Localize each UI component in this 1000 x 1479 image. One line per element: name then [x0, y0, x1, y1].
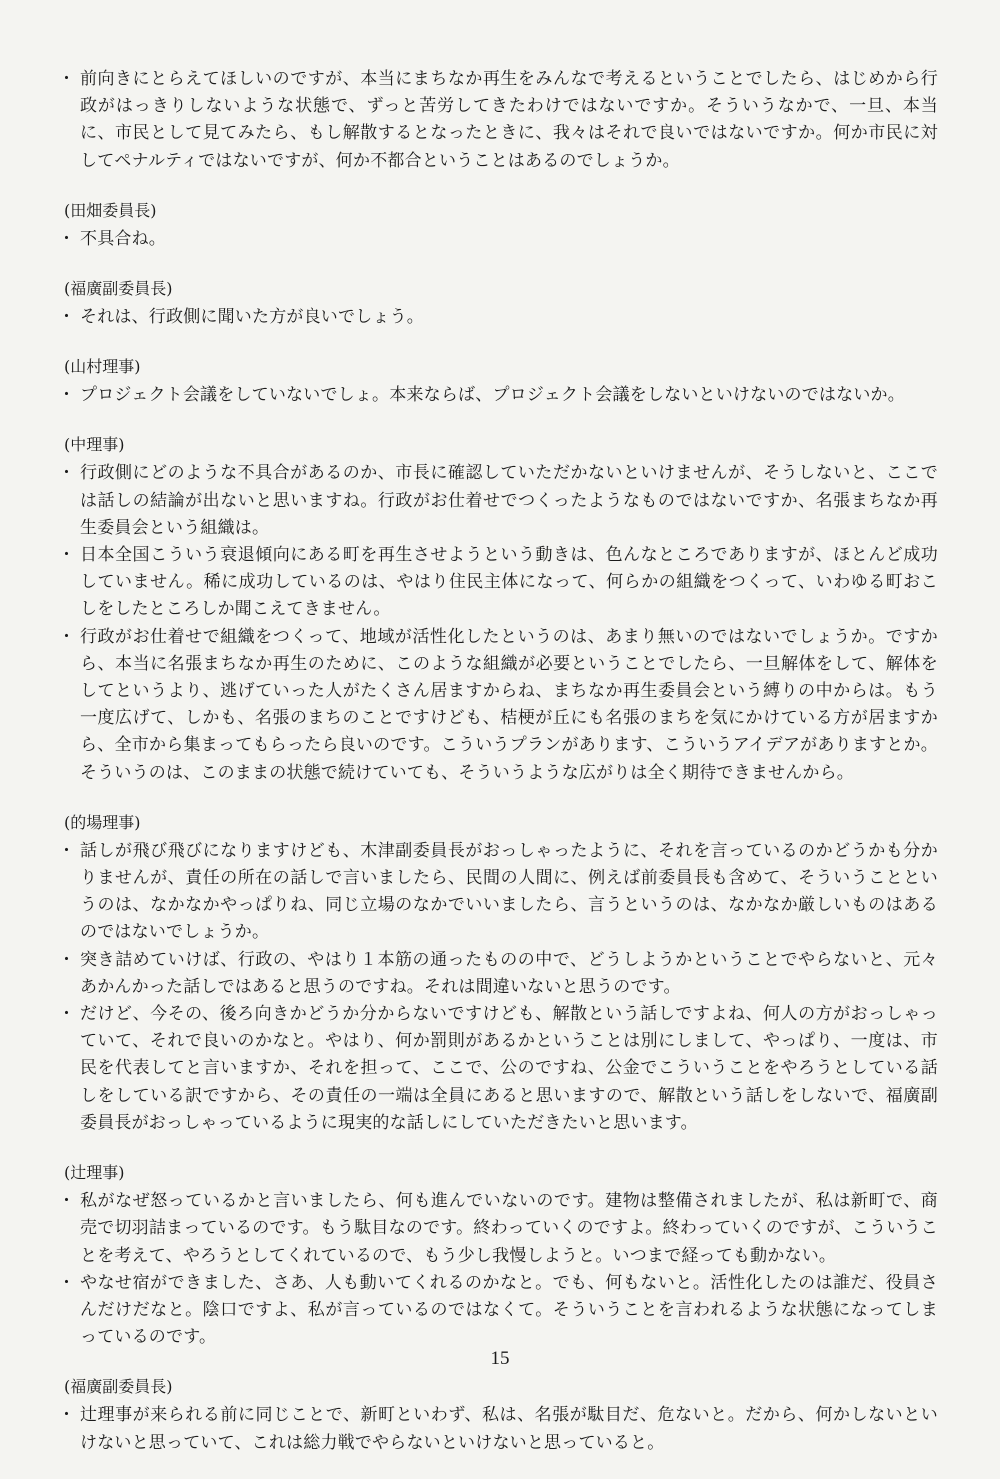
- statement-item: ・ プロジェクト会議をしていないでしょ。本来ならば、プロジェクト会議をしないといけないのではないか。: [58, 382, 938, 409]
- minutes-section: [58, 275, 938, 331]
- minutes-section: [58, 431, 938, 786]
- speaker-label: (辻理事): [64, 1163, 125, 1183]
- statement-item: ・ 話しが飛び飛びになりますけども、木津副委員長がおっしゃったように、それを言っているのかどうかも分かりませんが、責任の所在の話しで言いましたら、民間の人間に、例えば前委員長も含めて、そういうことというのは、なかなかやっぱりね、同じ立場のなかでいいましたら、言うというのは、なかなか厳しいものはあるのではないでしょうか。: [58, 838, 938, 947]
- statement-item: ・ 辻理事が来られる前に同じことで、新町といわず、私は、名張が駄目だ、危ないと。だから、何かしないといけないと思っていて、これは総力戦でやらないといけないと思っていると。: [58, 1402, 938, 1456]
- statement-item: ・ 行政側にどのような不具合があるのか、市長に確認していただかないといけませんが、そうしないと、ここでは話しの結論が出ないと思いますね。行政がお仕着せでつくったようなものではないですか、名張まちなか再生委員会という組織は。: [58, 460, 938, 542]
- minutes-section: [58, 353, 938, 409]
- statement-item: ・ 突き詰めていけば、行政の、やはり１本筋の通ったものの中で、どうしようかということでやらないと、元々あかんかった話しではあると思うのですね。それは間違いないと思うのです。: [58, 947, 938, 1001]
- statement-item: ・ 前向きにとらえてほしいのですが、本当にまちなか再生をみんなで考えるということでしたら、はじめから行政がはっきりしないような状態で、ずっと苦労してきたわけではないですか。そういうなかで、一旦、本当に、市民として見てみたら、もし解散するとなったときに、我々はそれで良いではないですか。何か市民に対してペナルティではないですが、何か不都合ということはあるのでしょうか。: [58, 66, 938, 175]
- document-page: [58, 66, 938, 1479]
- speaker-label: (福廣副委員長): [64, 1377, 173, 1397]
- statement-item: ・ だけど、今その、後ろ向きかどうか分からないですけども、解散という話しですよね、何人の方がおっしゃっていて、それで良いのかなと。やはり、何か罰則があるかということは別にしまして、やっぱり、一度は、市民を代表してと言いますか、それを担って、ここで、公のですね、公金でこういうことをやろうとしている話しをしている訳ですから、その責任の一端は全員にあると思いますので、解散という話しをしないで、福廣副委員長がおっしゃっているように現実的な話しにしていただきたいと思います。: [58, 1001, 938, 1137]
- statement-item: ・ 行政がお仕着せで組織をつくって、地域が活性化したというのは、あまり無いのではないでしょうか。ですから、本当に名張まちなか再生のために、このような組織が必要ということでしたら、一旦解体をして、解体をしてというより、逃げていった人がたくさん居ますからね、まちなか再生委員会という縛りの中からは。もう一度広げて、しかも、名張のまちのことですけども、桔梗が丘にも名張のまちを気にかけている方が居ますから、全市から集まってもらったら良いのです。こういうプランがあります、こういうアイデアがありますとか。そういうのは、このままの状態で続けていても、そういうような広がりは全く期待できませんから。: [58, 624, 938, 787]
- speaker-label: (中理事): [64, 435, 125, 455]
- speaker-label: (山村理事): [64, 357, 141, 377]
- statement-item: ・ やなせ宿ができました、さあ、人も動いてくれるのかなと。でも、何もないと。活性化したのは誰だ、役員さんだけだなと。陰口ですよ、私が言っているのではなくて。そういうことを言われるような状態になってしまっているのです。: [58, 1270, 938, 1352]
- statement-item: ・ 日本全国こういう衰退傾向にある町を再生させようという動きは、色んなところでありますが、ほとんど成功していません。稀に成功しているのは、やはり住民主体になって、何らかの組織をつくって、いわゆる町おこしをしたところしか聞こえてきません。: [58, 542, 938, 624]
- page-number: 15: [490, 1348, 510, 1369]
- minutes-section: [58, 809, 938, 1137]
- minutes-section: [58, 197, 938, 253]
- speaker-label: (田畑委員長): [64, 200, 157, 220]
- minutes-section: [58, 1373, 938, 1456]
- speaker-label: (福廣副委員長): [64, 279, 173, 299]
- minutes-section: [58, 1159, 938, 1351]
- statement-item: ・ それは、行政側に聞いた方が良いでしょう。: [58, 304, 938, 331]
- minutes-section: [58, 66, 938, 175]
- statement-item: ・ 不具合ね。: [58, 226, 938, 253]
- statement-item: ・ 私がなぜ怒っているかと言いましたら、何も進んでいないのです。建物は整備されましたが、私は新町で、商売で切羽詰まっているのです。もう駄目なのです。終わっていくのですよ。終わっていくのですが、こういうことを考えて、やろうとしてくれているので、もう少し我慢しようと。いつまで経っても動かない。: [58, 1188, 938, 1270]
- speaker-label: (的場理事): [64, 812, 141, 832]
